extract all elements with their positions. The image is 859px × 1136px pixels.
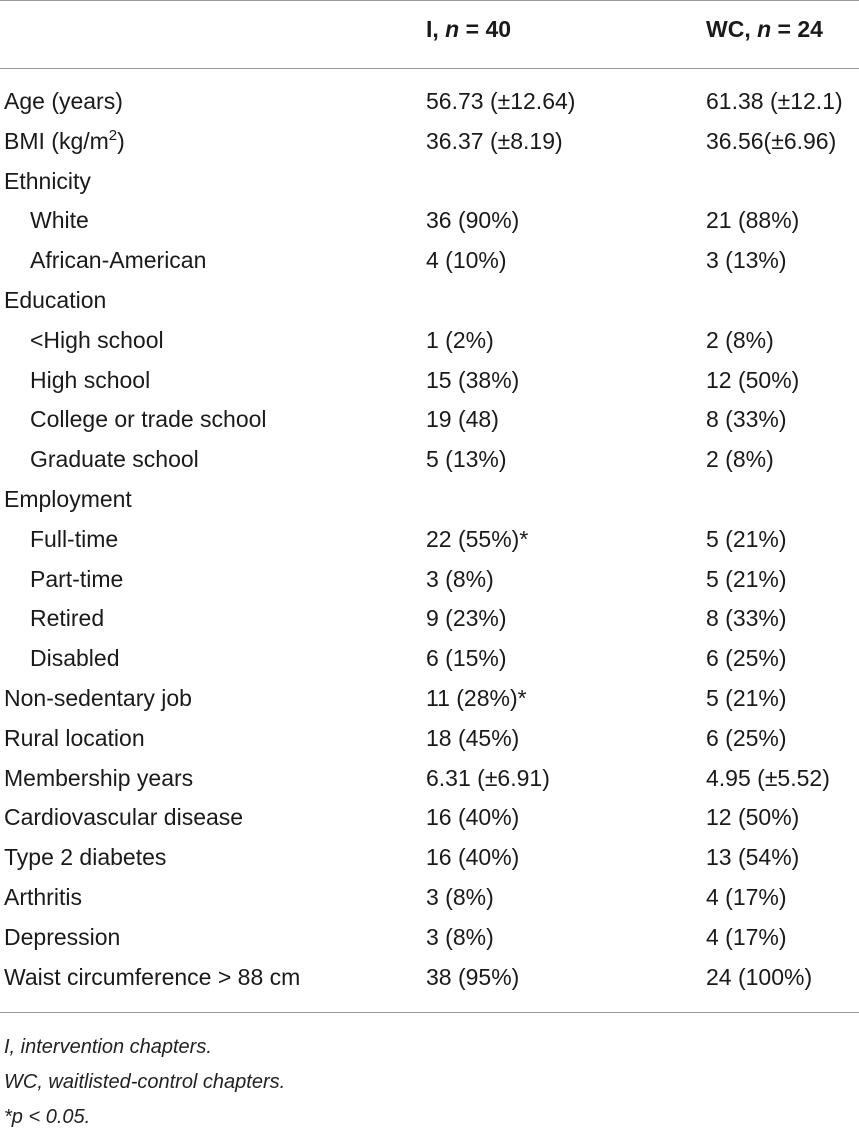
intervention-value: 36.37 (±8.19)	[426, 127, 563, 154]
waitlisted-control-value: 4 (17%)	[706, 923, 787, 950]
intervention-value: 5 (13%)	[426, 446, 507, 473]
header-rule	[0, 68, 859, 69]
row-label: Part-time	[30, 565, 124, 592]
footnote: WC, waitlisted-control chapters.	[4, 1071, 286, 1093]
table-row	[0, 878, 859, 918]
table-row	[0, 560, 859, 600]
row-label: <High school	[30, 326, 164, 353]
waitlisted-control-value: 5 (21%)	[706, 525, 787, 552]
table-row	[0, 162, 859, 202]
waitlisted-control-value: 36.56(±6.96)	[706, 127, 837, 154]
intervention-value: 6.31 (±6.91)	[426, 764, 550, 791]
table-row	[0, 440, 859, 480]
waitlisted-control-value: 8 (33%)	[706, 406, 787, 433]
row-label: Type 2 diabetes	[4, 844, 167, 871]
intervention-value: 15 (38%)	[426, 366, 520, 393]
table-row	[0, 400, 859, 440]
table-row	[0, 679, 859, 719]
row-label: BMI $(kg/m^2)$	[4, 126, 125, 154]
footnote: *p < 0.05.	[4, 1106, 91, 1128]
waitlisted-control-value: 4.95 (±5.52)	[706, 764, 830, 791]
waitlisted-control-value: 13 (54%)	[706, 844, 800, 871]
table-row	[0, 798, 859, 838]
table-row	[0, 918, 859, 958]
intervention-value: 36 (90%)	[426, 207, 520, 234]
waitlisted-control-value: 12 (50%)	[706, 366, 800, 393]
waitlisted-control-value: 6 (25%)	[706, 645, 787, 672]
header-waitlisted-control: WC, n = 24	[706, 16, 823, 42]
table-row	[0, 480, 859, 520]
row-label: Waist circumference > 88 cm	[4, 963, 301, 990]
row-label: Employment	[4, 485, 132, 512]
row-label: Arthritis	[4, 883, 82, 910]
table-header	[0, 16, 859, 50]
table-row	[0, 520, 859, 560]
table-row	[0, 599, 859, 639]
waitlisted-control-value: 2 (8%)	[706, 326, 774, 353]
table-row	[0, 838, 859, 878]
row-label: Retired	[30, 605, 105, 632]
table-row	[0, 958, 859, 998]
table-row	[0, 361, 859, 401]
row-label: Cardiovascular disease	[4, 804, 244, 831]
table-row	[0, 281, 859, 321]
intervention-value: 3 (8%)	[426, 883, 494, 910]
bottom-rule	[0, 1012, 859, 1013]
header-intervention: I, n = 40	[426, 16, 512, 42]
intervention-value: 22 (55%)*	[426, 525, 529, 552]
table-row	[0, 719, 859, 759]
table-row	[0, 639, 859, 679]
table-row	[0, 122, 859, 162]
row-label: Education	[4, 286, 107, 313]
waitlisted-control-value: 2 (8%)	[706, 446, 774, 473]
intervention-value: 16 (40%)	[426, 804, 520, 831]
intervention-value: 4 (10%)	[426, 247, 507, 274]
waitlisted-control-value: 5 (21%)	[706, 565, 787, 592]
table-row	[0, 241, 859, 281]
waitlisted-control-value: 6 (25%)	[706, 724, 787, 751]
waitlisted-control-value: 61.38 (±12.1)	[706, 88, 843, 114]
waitlisted-control-value: 12 (50%)	[706, 804, 800, 831]
intervention-value: 11 (28%)*	[426, 684, 527, 711]
row-label: Non-sedentary job	[4, 684, 192, 711]
row-label: Ethnicity	[4, 167, 91, 194]
waitlisted-control-value: 5 (21%)	[706, 684, 787, 711]
intervention-value: 18 (45%)	[426, 724, 520, 751]
row-label: African-American	[30, 247, 207, 274]
table-row	[0, 321, 859, 361]
table-row	[0, 82, 859, 122]
row-label: College or trade school	[30, 406, 267, 433]
row-label: Age (years)	[4, 88, 123, 114]
table-body	[0, 82, 859, 997]
waitlisted-control-value: 21 (88%)	[706, 207, 800, 234]
row-label: Membership years	[4, 764, 194, 791]
intervention-value: 16 (40%)	[426, 844, 520, 871]
row-label: Graduate school	[30, 446, 199, 473]
row-label: Disabled	[30, 645, 120, 672]
intervention-value: 3 (8%)	[426, 923, 494, 950]
intervention-value: 6 (15%)	[426, 645, 507, 672]
row-label: Rural location	[4, 724, 145, 751]
footnotes	[4, 1030, 285, 1135]
row-label: Full-time	[30, 525, 119, 552]
table-row	[0, 759, 859, 799]
intervention-value: 38 (95%)	[426, 963, 520, 990]
row-label: Depression	[4, 923, 121, 950]
top-rule	[0, 0, 859, 1]
intervention-value: 1 (2%)	[426, 326, 494, 353]
intervention-value: 9 (23%)	[426, 605, 507, 632]
intervention-value: 19 (48)	[426, 406, 499, 433]
row-label: White	[30, 207, 89, 234]
intervention-value: 56.73 (±12.64)	[426, 88, 576, 114]
waitlisted-control-value: 24 (100%)	[706, 963, 813, 990]
footnote: I, intervention chapters.	[4, 1036, 212, 1058]
waitlisted-control-value: 4 (17%)	[706, 883, 787, 910]
table-row	[0, 201, 859, 241]
intervention-value: 3 (8%)	[426, 565, 494, 592]
waitlisted-control-value: 3 (13%)	[706, 247, 787, 274]
row-label: High school	[30, 366, 151, 393]
waitlisted-control-value: 8 (33%)	[706, 605, 787, 632]
